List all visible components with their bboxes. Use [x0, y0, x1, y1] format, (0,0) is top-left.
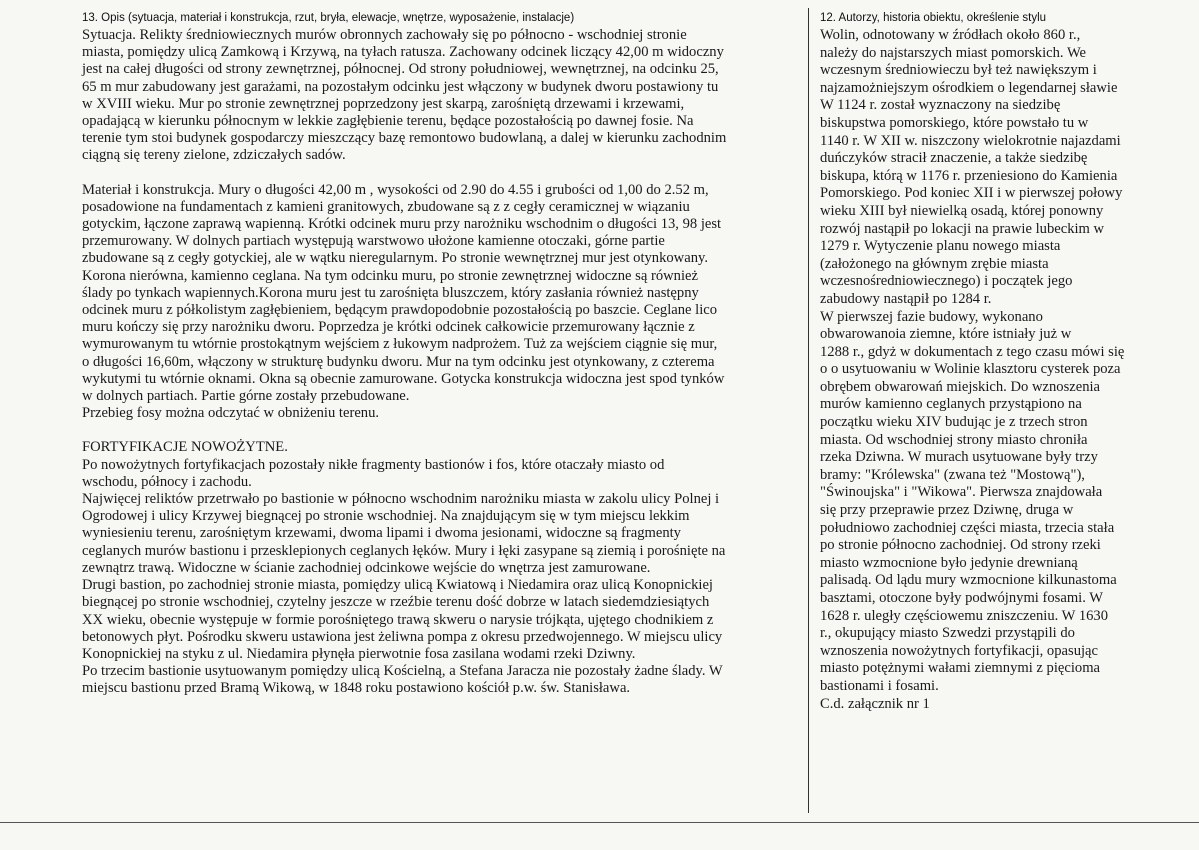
text-line: 1288 r., gdyż w dokumentach z tego czasu mówi się — [820, 343, 1125, 360]
text-line: terenie tym stoi budynek gospodarczy mieszczący bazę remontowo budowlaną, a dalej w kierunku zachodnim — [82, 130, 727, 147]
text-line: jest na całej długości od strony zewnętrznej, północnej. Od strony południowej, wewnętrznej, na odcinku 25, — [82, 61, 719, 78]
text-line: ciągną się tereny zielone, zdziczałych sadów. — [82, 147, 346, 164]
text-line: bastionami i fosami. — [820, 677, 939, 694]
history-column — [820, 12, 1165, 713]
text-line: wyniesieniu terenu, zarośniętym krzewami, dwoma lipami i dwoma jesionami, widoczne są fragmenty — [82, 525, 681, 542]
text-line: basztami, otoczone były podwójnymi fosami. W — [820, 590, 1104, 606]
text-line: murów kamienno ceglanych przystąpiono na — [820, 396, 1082, 413]
text-line: XX wieku, obecnie występuje w formie porośniętego trawą skweru o narysie trójkąta, ujętego chodnikiem z — [82, 611, 714, 628]
text-line: zabudowy nastąpił po 1284 r. — [820, 290, 992, 307]
text-line: W pierwszej fazie budowy, wykonano — [820, 308, 1043, 325]
text-line: zewnątrz trawą. Widoczne w ścianie zachodniej odcinkowe wejście do wnętrza jest zamurowane. — [82, 559, 651, 576]
text-line: zbudowane są z cegły gotyckiej, ale w wątku nieregularnym. Po stronie wewnętrznej mur jest otynkowany. — [82, 250, 708, 267]
text-line: W 1124 r. został wyznaczony na siedzibę — [820, 97, 1061, 114]
text-line: r., okupujący miasto Szwedzi przystąpili do — [820, 625, 1075, 642]
text-line: wczesnym średniowieczu był też nawiększym i — [820, 62, 1097, 79]
text-line: palisadą. Od lądu mury wzmocnione kilkunastoma — [820, 572, 1117, 589]
description-header: 13. Opis (sytuacja, materiał i konstrukcja, rzut, bryła, elewacje, wnętrze, wyposażenie, instalacje) — [82, 12, 575, 24]
text-line: betonowych płyt. Pośrodku skweru ustawiona jest żeliwna pompa z okresu przedwojennego. W miejscu ulicy — [82, 628, 723, 645]
text-line: Pomorskiego. Pod koniec XII i w pierwszej połowy — [820, 185, 1123, 202]
text-line: przemurowany. W dolnych partiach występują warstwowo ułożone kamienne otoczaki, górne partie — [82, 233, 665, 250]
text-line: ceglanych murów bastionu i przesklepionych ceglanych łęków. Mury i łęki zasypane są ziemią i porośnięte na — [82, 542, 726, 559]
text-line: biskupa, którą w 1176 r. przeniesiono do Kamienia — [820, 167, 1118, 184]
text-line: Po nowożytnych fortyfikacjach pozostały nikłe fragmenty bastionów i fos, które otaczały miasto od — [82, 456, 665, 473]
text-line: o długości 16,60m, włączony w strukturę budynku dworu. Mur na tym odcinku jest otynkowany, z czterema — [82, 353, 715, 370]
text-line: wykutymi tu wtórnie oknami. Okna są obecnie zamurowane. Gotycka konstrukcja widoczna jest spod tynków — [82, 370, 725, 387]
text-line: gotyckim, łączone zaprawą wapienną. Krótki odcinek muru przy narożniku wschodnim o długości 13, 98 jest — [82, 216, 722, 233]
text-line: Po trzecim bastionie usytuowanym pomiędzy ulicą Kościelną, a Stefana Jaracza nie pozostały żadne ślady. W — [82, 663, 723, 680]
text-line: obwarowanoia ziemne, które istniały już w — [820, 326, 1072, 343]
text-line: 65 m mur zabudowany jest garażami, na pozostałym odcinku jest włączony w budynek dworu postawiony tu — [82, 78, 719, 95]
text-line: wschodu, północy i zachodu. — [82, 473, 252, 490]
history-text — [820, 27, 1165, 713]
text-line: duńczyków stracił znaczenie, a także siedzibę — [820, 150, 1088, 167]
text-line: 1279 r. Wytyczenie planu nowego miasta — [820, 238, 1061, 255]
history-header: 12. Autorzy, historia obiektu, określenie stylu — [820, 12, 1047, 24]
text-line: biskupstwa pomorskiego, które powstało tu w — [820, 114, 1089, 131]
text-line: posadowione na fundamentach z kamieni granitowych, zbudowane są z z cegły ceramicznej w wiązaniu — [82, 198, 690, 215]
text-line: początku wieku XIV budując je z trzech stron — [820, 414, 1088, 431]
text-line: opadającą w kierunku północnym w lekkie zagłębienie terenu, będące pozostałością po dawnej fosie. Na — [82, 113, 694, 130]
description-column — [82, 12, 794, 698]
text-line: Drugi bastion, po zachodniej stronie miasta, pomiędzy ulicą Kwiatową i Niedamira oraz ulicą Konopnickiej — [82, 577, 713, 594]
text-line: Konopnickiej na styku z ul. Niedamira płynęła pierwotnie fosa zasilana wodami rzeki Dziwny. — [82, 645, 636, 662]
text-line: miasta, pomiędzy ulicą Zamkową i Krzywą, na tyłach ratusza. Zachowany odcinek liczący 42,00 m widoczny — [82, 44, 724, 61]
text-line: Najwięcej reliktów przetrwało po bastionie w północno wschodnim narożniku miasta w zakolu ulicy Polnej i — [82, 491, 720, 508]
text-line: Sytuacja. Relikty średniowiecznych murów obronnych zachowały się po północno - wschodniej stronie — [82, 27, 687, 43]
text-line: miasta. Od wschodniej strony miasto chroniła — [820, 431, 1088, 448]
text-line: Korona nierówna, kamienno ceglana. Na tym odcinku muru, po stronie zewnętrznej widoczne są również — [82, 267, 698, 284]
text-line: w XVIII wieku. Mur po stronie zewnętrznej poprzedzony jest skarpą, zarośniętą drzewami i krzewami, — [82, 95, 685, 112]
text-line: wieku XIII był niewielką osadą, której ponowny — [820, 202, 1104, 219]
text-line: bramy: "Królewska" (zwana też "Mostową"), — [820, 466, 1085, 483]
text-line: 1140 r. W XII w. niszczony wielokrotnie najazdami — [820, 132, 1121, 149]
text-line: Materiał i konstrukcja. Mury o długości 42,00 m , wysokości od 2.90 do 4.55 i grubości od 1,00 do 2.52 m, — [82, 181, 709, 198]
text-line: w dolnych partiach. Partie górne zostały przebudowane. — [82, 388, 410, 405]
text-line: południowo zachodniej części miasta, trzecia stała — [820, 519, 1115, 536]
text-line: rozwój nastąpił po lokacji na prawie lubeckim w — [820, 220, 1105, 237]
text-line: obrębem obwarowań miejskich. Do wznoszenia — [820, 378, 1101, 395]
text-line: wymurowanym tu wtórnie prostokątnym wejściem z łukowym nadprożem. Tuż za wejściem ciągnie się mur, — [82, 336, 718, 353]
text-line: biegnącej po stronie wschodniej, czytelny jeszcze w rzeźbie terenu dość dobrze w latach siedemdziesiątych — [82, 594, 710, 611]
text-line: wznoszenia nowożytnych fortyfikacji, opasując — [820, 642, 1098, 659]
text-line: Ogrodowej i ulicy Krzywej biegnącej po stronie wschodniej. Na znajdującym się w tym miejscu lekkim — [82, 508, 690, 525]
text-line: najzamożniejszym ośrodkiem o legendarnej sławie — [820, 79, 1118, 96]
text-line: wczesnośredniowiecznego) i początek jego — [820, 273, 1073, 290]
text-line: miejscu bastionu przed Bramą Wikową, w 1848 roku postawiono kościół p.w. św. Stanisława. — [82, 680, 631, 697]
text-line: się przy przeprawie przez Dziwnę, druga w — [820, 502, 1074, 519]
text-line: Wolin, odnotowany w źródłach około 860 r., — [820, 27, 1081, 43]
text-line: miasto potężnymi wałami ziemnymi z pięcioma — [820, 660, 1101, 677]
text-line: FORTYFIKACJE NOWOŻYTNE. — [82, 439, 288, 456]
text-line: o o usytuowaniu w Wolinie klasztoru cysterek poza — [820, 361, 1121, 378]
text-line: C.d. załącznik nr 1 — [820, 695, 930, 712]
text-line: "Świnoujska" i "Wikowa". Pierwsza znajdowała — [820, 484, 1103, 501]
text-line: należy do najstarszych miast pomorskich. We — [820, 44, 1087, 61]
text-line: po stronie północno zachodniej. Od strony rzeki — [820, 537, 1101, 554]
column-divider — [808, 8, 809, 813]
form-bottom-line — [0, 822, 1199, 823]
text-line: miasto wzmocnione było jedynie drewnianą — [820, 554, 1078, 571]
section-fortyfikacje — [82, 439, 794, 697]
text-line: ślady po tynkach wapiennych.Korona muru jest tu zarośnięta bluszczem, który zasłania również następny — [82, 284, 699, 301]
section-sytuacja — [82, 27, 794, 165]
text-line: rzeka Dziwna. W murach usytuowane były trzy — [820, 449, 1098, 466]
text-line: 1628 r. uległy częściowemu zniszczeniu. W 1630 — [820, 607, 1109, 624]
section-material — [82, 182, 794, 423]
text-line: Przebieg fosy można odczytać w obniżeniu terenu. — [82, 405, 380, 422]
text-line: muru kończy się przy narożniku dworu. Poprzedza je krótki odcinek całkowicie przemurowany łącznie z — [82, 319, 695, 336]
text-line: (założonego na głównym zrębie miasta — [820, 255, 1049, 272]
text-line: odcinek muru z półkolistym zagłębieniem, będącym prawdopodobnie pozostałością po baszcie. Ceglane lico — [82, 302, 718, 319]
